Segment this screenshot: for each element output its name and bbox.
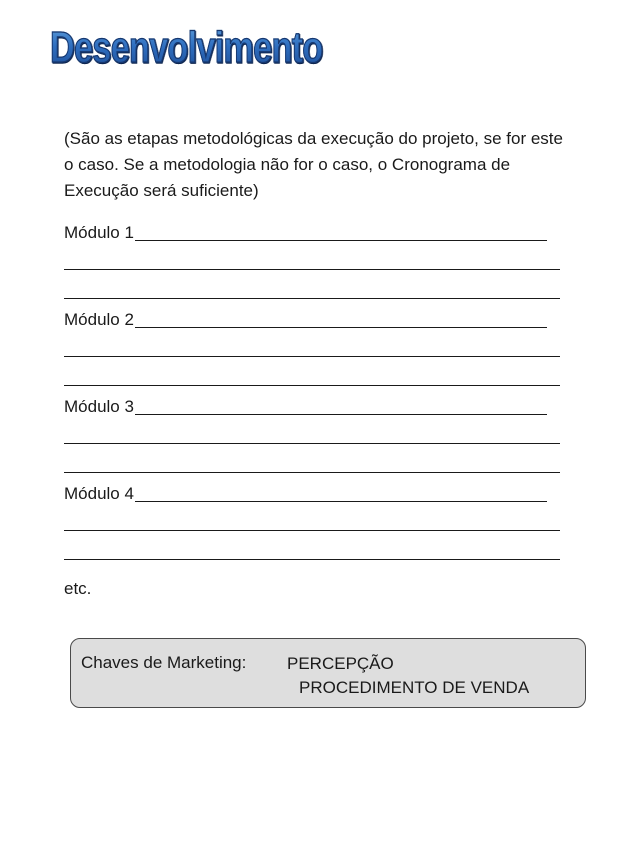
etc-text: etc.	[64, 579, 92, 598]
module-line[interactable]	[64, 479, 574, 508]
marketing-key-value: PERCEPÇÃO	[287, 654, 394, 673]
write-line[interactable]	[64, 334, 574, 363]
module-label: Módulo 1	[64, 223, 134, 242]
module-block	[64, 305, 574, 392]
module-line[interactable]	[64, 305, 574, 334]
intro-paragraph: (São as etapas metodológicas da execução do projeto, se for este o caso. Se a metodologia não for o caso, o Cronograma de Execução será suficiente)	[64, 129, 563, 200]
write-line[interactable]	[64, 363, 574, 392]
module-line[interactable]	[64, 218, 574, 247]
module-block	[64, 479, 574, 566]
module-label: Módulo 4	[64, 484, 134, 503]
write-line[interactable]	[64, 450, 574, 479]
write-line[interactable]	[135, 413, 547, 415]
write-line[interactable]	[135, 500, 547, 502]
write-line[interactable]	[135, 326, 547, 328]
module-list	[64, 218, 574, 566]
marketing-keys-label: Chaves de Marketing:	[81, 653, 247, 672]
marketing-keys-values	[287, 652, 529, 700]
module-block	[64, 218, 574, 305]
marketing-keys-box	[70, 638, 586, 708]
page-title: Desenvolvimento	[50, 23, 323, 72]
module-block	[64, 392, 574, 479]
write-line[interactable]	[135, 239, 547, 241]
write-line[interactable]	[64, 537, 574, 566]
write-line[interactable]	[64, 421, 574, 450]
write-line[interactable]	[64, 247, 574, 276]
marketing-key-value: PROCEDIMENTO DE VENDA	[299, 678, 530, 697]
module-line[interactable]	[64, 392, 574, 421]
module-label: Módulo 3	[64, 397, 134, 416]
write-line[interactable]	[64, 276, 574, 305]
write-line[interactable]	[64, 508, 574, 537]
module-label: Módulo 2	[64, 310, 134, 329]
